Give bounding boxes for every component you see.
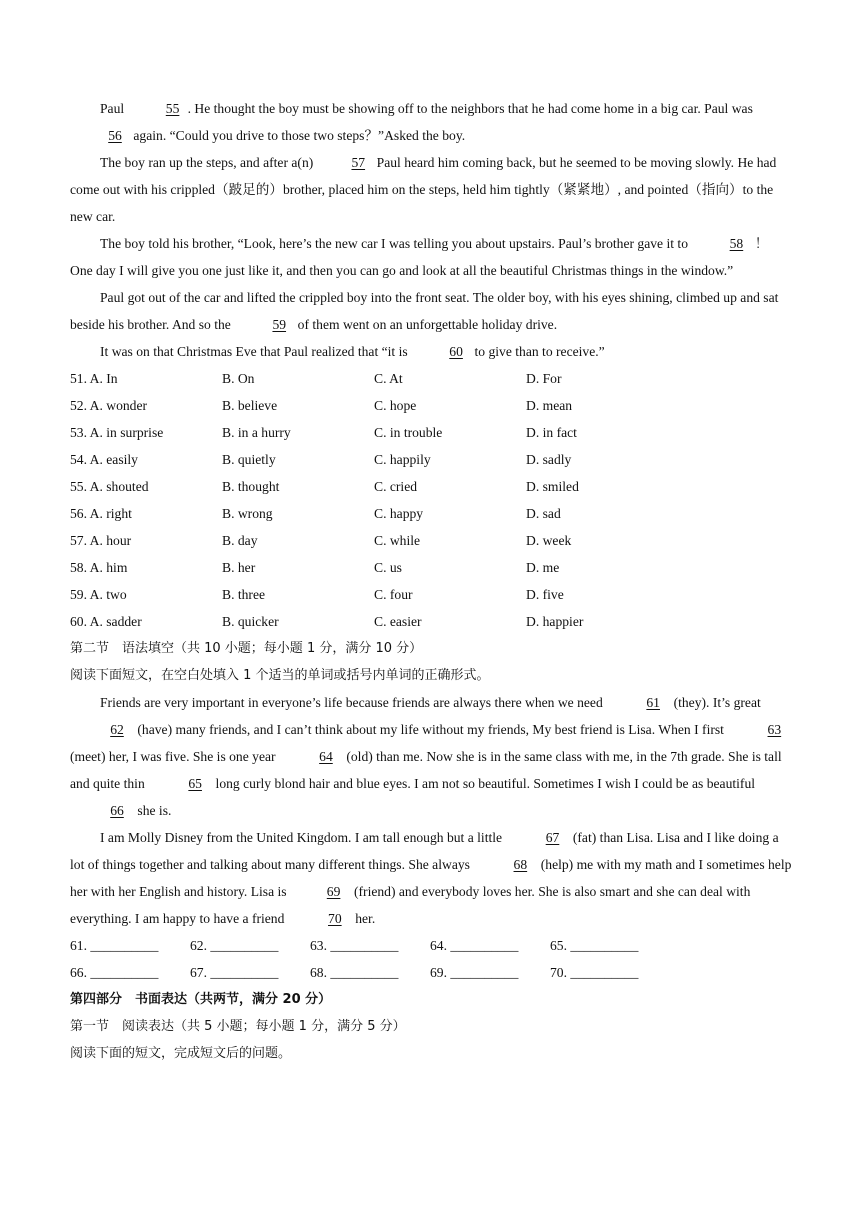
- text: to give than to receive.”: [471, 344, 605, 359]
- text: she is.: [134, 803, 172, 818]
- blank-57: 57: [351, 155, 366, 170]
- text: Paul: [100, 101, 128, 116]
- text: (old) than me. Now she is in the same class with me, in the 7th grade. She is tall and quite thin: [70, 749, 782, 791]
- option-c: C. in trouble: [374, 425, 443, 440]
- answer-65: 65. __________: [550, 938, 639, 953]
- blank-67: 67: [545, 830, 560, 845]
- option-b: B. believe: [222, 398, 278, 413]
- option-b: B. thought: [222, 479, 280, 494]
- blank-55: 55: [165, 101, 180, 116]
- option-c: C. happy: [374, 506, 424, 521]
- option-c: C. hope: [374, 398, 417, 413]
- answer-62: 62. __________: [190, 938, 279, 953]
- section-2-instruction: 阅读下面短文，在空白处填入 1 个适当的单词或括号内单词的正确形式。: [70, 668, 490, 683]
- blank-70: 70: [328, 911, 342, 926]
- cloze-paragraph-2: [70, 149, 792, 230]
- option-a: 57. A. hour: [70, 533, 132, 548]
- option-row-51: [70, 365, 792, 392]
- text: Paul got out of the car and lifted the crippled boy into the front seat. The older boy, with his eyes shining, climbed up and sat beside his brother. And so the: [70, 290, 779, 332]
- option-row-54: [70, 446, 792, 473]
- option-row-56: [70, 500, 792, 527]
- option-b: B. in a hurry: [222, 425, 291, 440]
- cloze-paragraph-1: [70, 95, 792, 149]
- option-a: 56. A. right: [70, 506, 132, 521]
- cloze-paragraph-5: [70, 338, 792, 365]
- option-c: C. four: [374, 587, 413, 602]
- option-d: D. in fact: [526, 425, 577, 440]
- text: (friend) and everybody loves her. She is also smart and she can deal with everything. I am happy to have a friend: [70, 884, 751, 926]
- blank-69: 69: [326, 884, 341, 899]
- text: The boy told his brother, “Look, here’s the new car I was telling you about upstairs. Paul’s brother gave it to: [100, 236, 692, 251]
- answer-61: 61. __________: [70, 938, 159, 953]
- option-d: D. sadly: [526, 452, 572, 467]
- grammar-paragraph-2: [70, 824, 792, 932]
- answer-64: 64. __________: [430, 938, 519, 953]
- option-row-55: [70, 473, 792, 500]
- text: again. “Could you drive to those two steps？”Asked the boy.: [130, 128, 466, 143]
- answer-66: 66. __________: [70, 965, 159, 980]
- option-c: C. while: [374, 533, 421, 548]
- answer-63: 63. __________: [310, 938, 399, 953]
- option-row-57: [70, 527, 792, 554]
- option-a: 58. A. him: [70, 560, 128, 575]
- option-d: D. For: [526, 371, 562, 386]
- option-row-60: [70, 608, 792, 635]
- option-a: 51. A. In: [70, 371, 118, 386]
- option-row-59: [70, 581, 792, 608]
- option-row-52: [70, 392, 792, 419]
- blank-61: 61: [646, 695, 660, 710]
- blank-58: 58: [729, 236, 744, 251]
- option-a: 52. A. wonder: [70, 398, 148, 413]
- answer-row-2: [70, 959, 792, 986]
- grammar-paragraph-1: [70, 689, 792, 824]
- option-a: 55. A. shouted: [70, 479, 149, 494]
- option-c: C. happily: [374, 452, 431, 467]
- section-2-title: 第二节 语法填空（共 10 小题；每小题 1 分，满分 10 分）: [70, 641, 423, 656]
- options-list: [70, 365, 792, 635]
- blank-63: 63: [767, 722, 782, 737]
- answer-69: 69. __________: [430, 965, 519, 980]
- option-b: B. her: [222, 560, 256, 575]
- answer-lines: [70, 932, 792, 986]
- answer-70: 70. __________: [550, 965, 639, 980]
- text: ！ One day I will give you one just like it, and then you can go and look at all the beautiful Christmas things in the window.”: [70, 236, 769, 278]
- option-b: B. day: [222, 533, 258, 548]
- option-c: C. us: [374, 560, 402, 575]
- option-d: D. mean: [526, 398, 573, 413]
- option-a: 54. A. easily: [70, 452, 138, 467]
- blank-68: 68: [513, 857, 528, 872]
- option-c: C. easier: [374, 614, 422, 629]
- option-c: C. At: [374, 371, 403, 386]
- text: (fat) than Lisa. Lisa and I like doing a lot of things together and talking about many different things. She always: [70, 830, 779, 872]
- option-d: D. week: [526, 533, 572, 548]
- answer-67: 67. __________: [190, 965, 279, 980]
- option-d: D. five: [526, 587, 564, 602]
- option-b: B. quietly: [222, 452, 276, 467]
- option-c: C. cried: [374, 479, 418, 494]
- text: long curly blond hair and blue eyes. I am not so beautiful. Sometimes I wish I could be as beautiful: [212, 776, 756, 791]
- option-b: B. quicker: [222, 614, 279, 629]
- answer-row-1: [70, 932, 792, 959]
- option-b: B. wrong: [222, 506, 273, 521]
- text: (have) many friends, and I can’t think about my life without my friends, My best friend is Lisa. When I first: [134, 722, 728, 737]
- option-b: B. three: [222, 587, 266, 602]
- cloze-paragraph-3: [70, 230, 792, 284]
- option-d: D. sad: [526, 506, 561, 521]
- blank-66: 66: [110, 803, 124, 818]
- blank-65: 65: [188, 776, 202, 791]
- text: her.: [351, 911, 376, 926]
- blank-59: 59: [272, 317, 287, 332]
- option-a: 53. A. in surprise: [70, 425, 164, 440]
- text: (help) me with my math and I sometimes help her with her English and history. Lisa is: [70, 857, 792, 899]
- text: of them went on an unforgettable holiday drive.: [294, 317, 558, 332]
- text: I am Molly Disney from the United Kingdom. I am tall enough but a little: [100, 830, 506, 845]
- option-b: B. On: [222, 371, 255, 386]
- blank-56: 56: [108, 128, 122, 143]
- text: (they). It’s great: [670, 695, 761, 710]
- option-d: D. happier: [526, 614, 584, 629]
- option-d: D. me: [526, 560, 560, 575]
- blank-60: 60: [449, 344, 463, 359]
- text: The boy ran up the steps, and after a(n): [100, 155, 314, 170]
- option-row-53: [70, 419, 792, 446]
- option-a: 59. A. two: [70, 587, 127, 602]
- text: . He thought the boy must be showing off to the neighbors that he had come home in a big car. Paul was: [187, 101, 753, 116]
- text: Paul heard him coming back, but he seemed to be moving slowly. He had come out with his crippled（跛足的）brother, placed him on the steps, held him tightly（紧紧地）, and pointed（指向）to the new car.: [70, 155, 777, 224]
- text: It was on that Christmas Eve that Paul realized that “it is: [100, 344, 412, 359]
- part-4-section-1-instruction: 阅读下面的短文，完成短文后的问题。: [70, 1046, 292, 1061]
- option-d: D. smiled: [526, 479, 579, 494]
- exam-page: [70, 95, 792, 1067]
- blank-62: 62: [110, 722, 124, 737]
- text: Friends are very important in everyone’s life because friends are always there when we need: [100, 695, 607, 710]
- text: (meet) her, I was five. She is one year: [70, 749, 279, 764]
- part-4-title: 第四部分 书面表达（共两节，满分 20 分）: [70, 992, 332, 1007]
- blank-64: 64: [319, 749, 333, 764]
- cloze-paragraph-4: [70, 284, 792, 338]
- option-a: 60. A. sadder: [70, 614, 142, 629]
- option-row-58: [70, 554, 792, 581]
- answer-68: 68. __________: [310, 965, 399, 980]
- part-4-section-1-title: 第一节 阅读表达（共 5 小题；每小题 1 分，满分 5 分）: [70, 1019, 406, 1034]
